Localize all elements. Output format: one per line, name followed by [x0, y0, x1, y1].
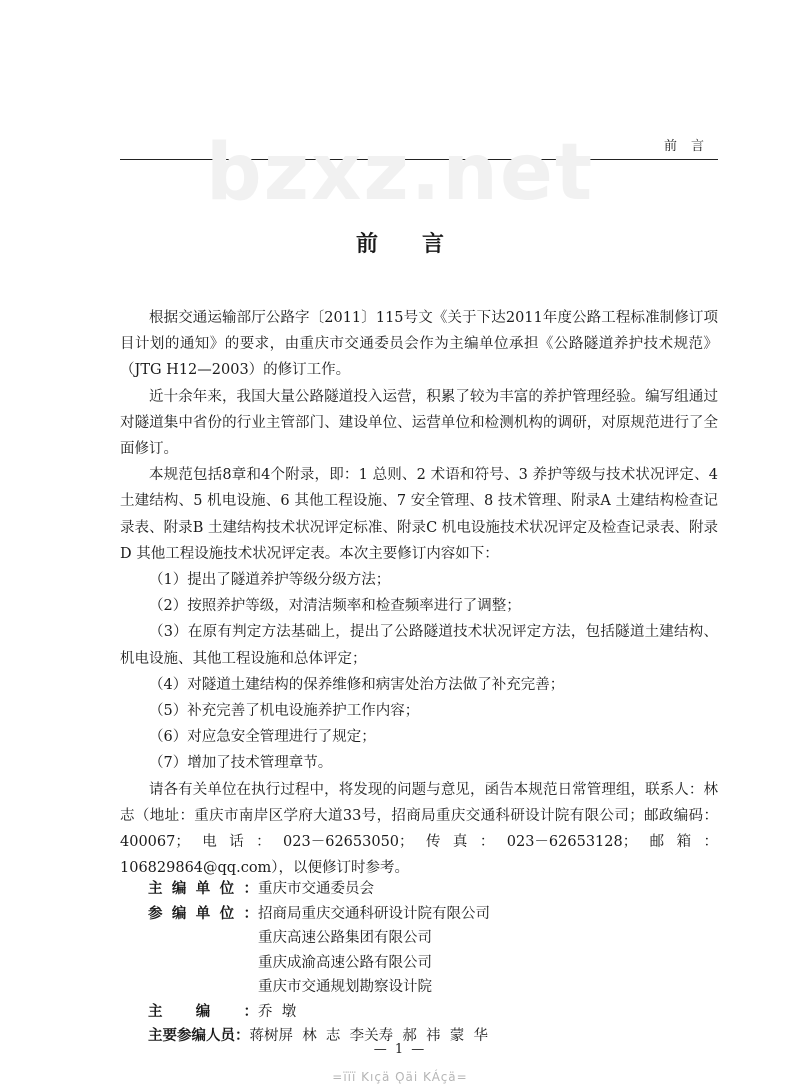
participating-unit: 招商局重庆交通科研设计院有限公司 — [258, 905, 490, 922]
running-title: 前言 — [663, 139, 718, 154]
page-number: — 1 — — [373, 1042, 427, 1057]
participating-label: 参编单位： — [148, 905, 258, 922]
participating-unit: 重庆市交通规划勘察设计院 — [258, 979, 432, 995]
list-item: （2）按照养护等级，对清洁频率和检查频率进行了调整； — [149, 598, 521, 615]
chief-editor-row — [148, 1000, 728, 1025]
chief-editor: 乔 墩 — [258, 1003, 297, 1020]
spacer — [148, 926, 258, 951]
spacer — [148, 975, 258, 1000]
participating-units-row — [148, 951, 728, 976]
page-title: 前言 — [355, 232, 488, 257]
participating-units-row — [148, 902, 728, 927]
credits-block — [148, 877, 728, 1049]
participating-unit: 重庆成渝高速公路有限公司 — [258, 954, 432, 971]
watermark: bzxz.net — [205, 128, 595, 218]
spacer — [148, 951, 258, 976]
paragraph: 本规范包括8章和4个附录，即：1 总则、2 术语和符号、3 养护等级与技术状况评定、4 土建结构、5 机电设施、6 其他工程设施、7 安全管理、8 技术管理、附录A 土建结构检查记录表、附录B 土建结构技术状况评定标准、附录C 机电设施技术状况评定及检查记录表、附录D 其他工程设施技术状况评定表。本次主要修订内容如下： — [120, 467, 718, 562]
list-item: （3）在原有判定方法基础上，提出了公路隧道技术状况评定方法，包括隧道土建结构、机电设施、其他工程设施和总体评定； — [120, 624, 718, 667]
list-item: （5）补充完善了机电设施养护工作内容； — [149, 703, 420, 720]
list-item: （7）增加了技术管理章节。 — [149, 755, 333, 772]
participants-label: 主要参编人员： — [148, 1028, 250, 1044]
paragraph: 近十余年来，我国大量公路隧道投入运营，积累了较为丰富的养护管理经验。编写组通过对隧道集中省份的行业主管部门、建设单位、运营单位和检测机构的调研，对原规范进行了全面修订。 — [120, 388, 718, 458]
chief-unit-row — [148, 877, 728, 902]
chief-unit: 重庆市交通委员会 — [258, 881, 374, 897]
chief-editor-label: 主编： — [148, 1003, 258, 1020]
list-item: （4）对隧道土建结构的保养维修和病害处治方法做了补充完善； — [149, 676, 565, 693]
paragraph: 根据交通运输部厅公路字〔2011〕115号文《关于下达2011年度公路工程标准制修订项目计划的通知》的要求，由重庆市交通委员会作为主编单位承担《公路隧道养护技术规范》（JTG H12—2003）的修订工作。 — [120, 310, 718, 379]
running-head — [120, 137, 718, 160]
participating-unit: 重庆高速公路集团有限公司 — [258, 930, 432, 946]
list-item: （6）对应急安全管理进行了规定； — [149, 729, 376, 746]
list-item: （1）提出了隧道养护等级分级方法； — [149, 572, 391, 589]
participating-units-row — [148, 926, 728, 951]
participants: 蒋树屏 林 志 李关寿 郝 祎 蒙 华 — [249, 1028, 489, 1044]
footer-watermark: =ïïï Kıçä Ǫäi KÁçä= — [332, 1070, 468, 1084]
chief-unit-label: 主编单位： — [148, 881, 258, 897]
participating-units-row — [148, 975, 728, 1000]
body-text — [120, 305, 718, 881]
paragraph: 请各有关单位在执行过程中，将发现的问题与意见，函告本规范日常管理组，联系人：林志（地址：重庆市南岸区学府大道33号，招商局重庆交通科研设计院有限公司；邮政编码：400067；电话：023－62653050；传真：023－62653128；邮箱：106829864@qq.com），以便修订时参考。 — [120, 781, 718, 877]
